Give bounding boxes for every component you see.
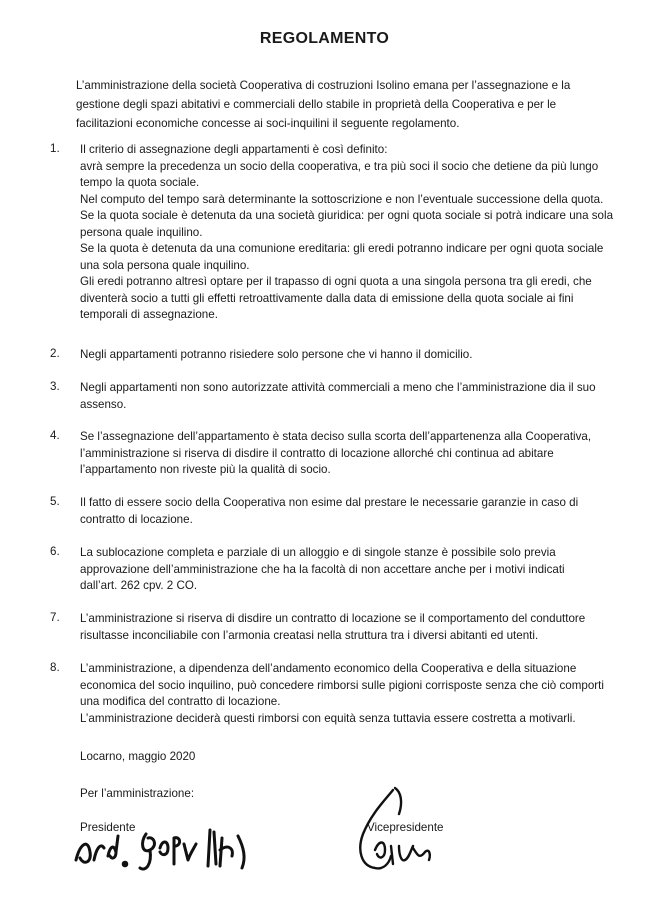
president-signature [70, 808, 270, 878]
rule-text-line: l’amministrazione si riserva di disdire il contratto di locazione allorché chi continua ad abitare [80, 446, 554, 460]
rule-text-line: l’appartamento non riveste più la qualità di socio. [80, 463, 331, 476]
rule-text-line: economica del socio inquilino, può concedere rimborsi sulle pigioni corrisposte senza che ciò comporti [80, 678, 604, 692]
intro-line: L’amministrazione della società Cooperativa di costruzioni Isolino emana per l’assegnazione e la [76, 79, 571, 92]
rule-number: 3. [50, 380, 60, 393]
rule-text-line: Il criterio di assegnazione degli appartamenti è così definito: [80, 143, 388, 156]
vice-president-signature [345, 780, 435, 880]
rule-text [80, 495, 605, 528]
rule-text-line: persona quale inquilino. [80, 225, 203, 239]
rule-text-line: Gli eredi potranno altresì optare per il trapasso di ogni quota a una singola persona tra gli eredi, che [80, 275, 592, 288]
rule-text-line: dall’art. 262 cpv. 2 CO. [80, 579, 198, 592]
rule-number: 6. [50, 545, 60, 558]
rule-text-line: Negli appartamenti non sono autorizzate attività commerciali a meno che l’amministrazione dia il suo [80, 381, 596, 394]
rule-text-line: avrà sempre la precedenza un socio della cooperativa, e tra più soci il socio che detiene da più lungo [80, 159, 599, 173]
rule-text-line: contratto di locazione. [80, 512, 193, 526]
rule-number: 8. [50, 661, 60, 674]
intro-paragraph [76, 76, 596, 133]
rule-text-line: Nel computo del tempo sarà determinante la sottoscrizione e non l’eventuale successione della quota. [80, 192, 604, 206]
rule-text [80, 429, 605, 479]
rule-text [80, 611, 605, 644]
rule-text [80, 142, 614, 324]
rule-text-line: Se la quota sociale è detenuta da una società giuridica: per ogni quota sociale si potrà indicare una sola [80, 209, 614, 222]
rule-text-line: diventerà socio a tutti gli effetti retroattivamente dalla data di emissione della quota sociale ai fini [80, 291, 574, 305]
intro-line: gestione degli spazi abitativi e commerciali dello stabile in proprietà della Cooperativa e per le [76, 98, 557, 111]
president-label: Presidente [80, 821, 136, 834]
vice-president-label: Vicepresidente [367, 821, 444, 834]
intro-line: facilitazioni economiche concesse ai soci-inquilini il seguente regolamento. [76, 117, 460, 130]
rule-text [80, 545, 605, 595]
rule-text-line: L’amministrazione, a dipendenza dell’andamento economico della Cooperativa e della situazione [80, 662, 577, 675]
rule-text [80, 661, 605, 727]
rule-text [80, 380, 605, 413]
rule-text-line: Se la quota è detenuta da una comunione ereditaria: gli eredi potranno indicare per ogni quota sociale [80, 242, 604, 255]
rule-text-line: approvazione dell’amministrazione che ha la facoltà di non accettare anche per i motivi indicati [80, 562, 565, 576]
rule-text-line: temporali di assegnazione. [80, 308, 218, 321]
rule-number: 7. [50, 611, 60, 624]
rule-text-line: L’amministrazione si riserva di disdire un contratto di locazione se il comportamento del conduttore [80, 612, 586, 625]
rule-text-line: L’amministrazione deciderà questi rimborsi con equità senza tuttavia essere costretta a motivarli. [80, 711, 576, 725]
rule-text-line: una sola persona quale inquilino. [80, 258, 250, 272]
rule-text-line: Negli appartamenti potranno risiedere solo persone che vi hanno il domicilio. [80, 348, 473, 361]
for-administration-label: Per l’amministrazione: [80, 787, 195, 800]
rule-number: 2. [50, 347, 60, 360]
document-title: REGOLAMENTO [259, 30, 390, 47]
rule-number: 4. [50, 429, 60, 442]
place-date: Locarno, maggio 2020 [80, 750, 196, 763]
rule-number: 5. [50, 495, 60, 508]
rule-text [80, 347, 605, 364]
rule-text-line: La sublocazione completa e parziale di un alloggio e di singole stanze è possibile solo previa [80, 546, 556, 559]
rule-text-line: risultasse inconciliabile con l’armonia creatasi nella struttura tra i diversi abitanti ed utenti. [80, 628, 539, 642]
rule-number: 1. [50, 142, 60, 155]
rule-text-line: una modifica del contratto di locazione. [80, 695, 281, 708]
rule-text-line: Se l’assegnazione dell’appartamento è stata deciso sulla scorta dell’appartenenza alla Cooperativa, [80, 430, 592, 443]
rule-text-line: assenso. [80, 397, 127, 411]
rule-text-line: Il fatto di essere socio della Cooperativa non esime dal prestare le necessarie garanzie in caso di [80, 496, 579, 509]
rule-text-line: tempo la quota sociale. [80, 176, 200, 189]
